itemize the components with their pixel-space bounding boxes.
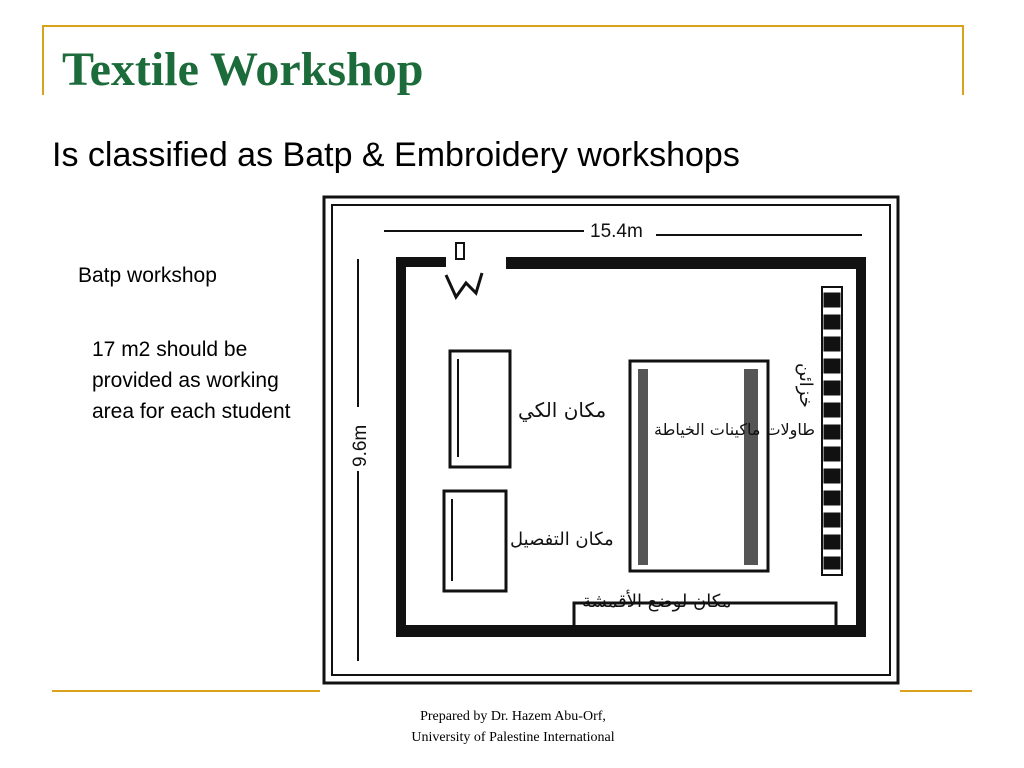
cupboards-label: خزائن [795,363,816,408]
wall-top-left [396,257,446,267]
height-label: 9.6m [350,424,371,467]
footer-credit [382,706,644,748]
footer-rule-left [52,690,320,692]
width-label: 15.4m [590,221,643,242]
slide-title: Textile Workshop [62,43,424,96]
wall-top-right [506,257,866,269]
slide-subtitle: Is classified as Batp & Embroidery workshops [52,136,740,174]
cupboard-shelves [824,293,840,569]
fitting-table [444,491,506,591]
door-swing-icon [446,273,482,297]
footer-rule-right [900,690,972,692]
footer-line-1: Prepared by Dr. Hazem Abu-Orf, [420,709,606,724]
workshop-floor-plan [322,195,900,687]
bullet-working-area: 17 m2 should be provided as working area for each student [92,338,291,423]
wall-right [856,257,866,637]
bullet-batp-workshop: Batp workshop [78,264,217,287]
door-marker-icon [456,243,464,259]
wall-left [396,257,406,635]
fitting-area-label: مكان التفصيل [510,529,614,550]
title-frame-right [962,25,964,95]
sewing-table-shading-right [744,369,758,565]
wall-bottom [396,625,866,637]
sewing-tables-label: طاولات ماكينات الخياطة [654,420,816,439]
title-frame-top [42,25,964,27]
sewing-table-shading-left [638,369,648,565]
fabric-area-label: مكان لوضع الأقمشة [582,591,732,612]
footer-line-2: University of Palestine International [411,730,615,745]
title-frame-left [42,25,44,95]
ironing-area-label: مكان الكي [518,398,607,422]
